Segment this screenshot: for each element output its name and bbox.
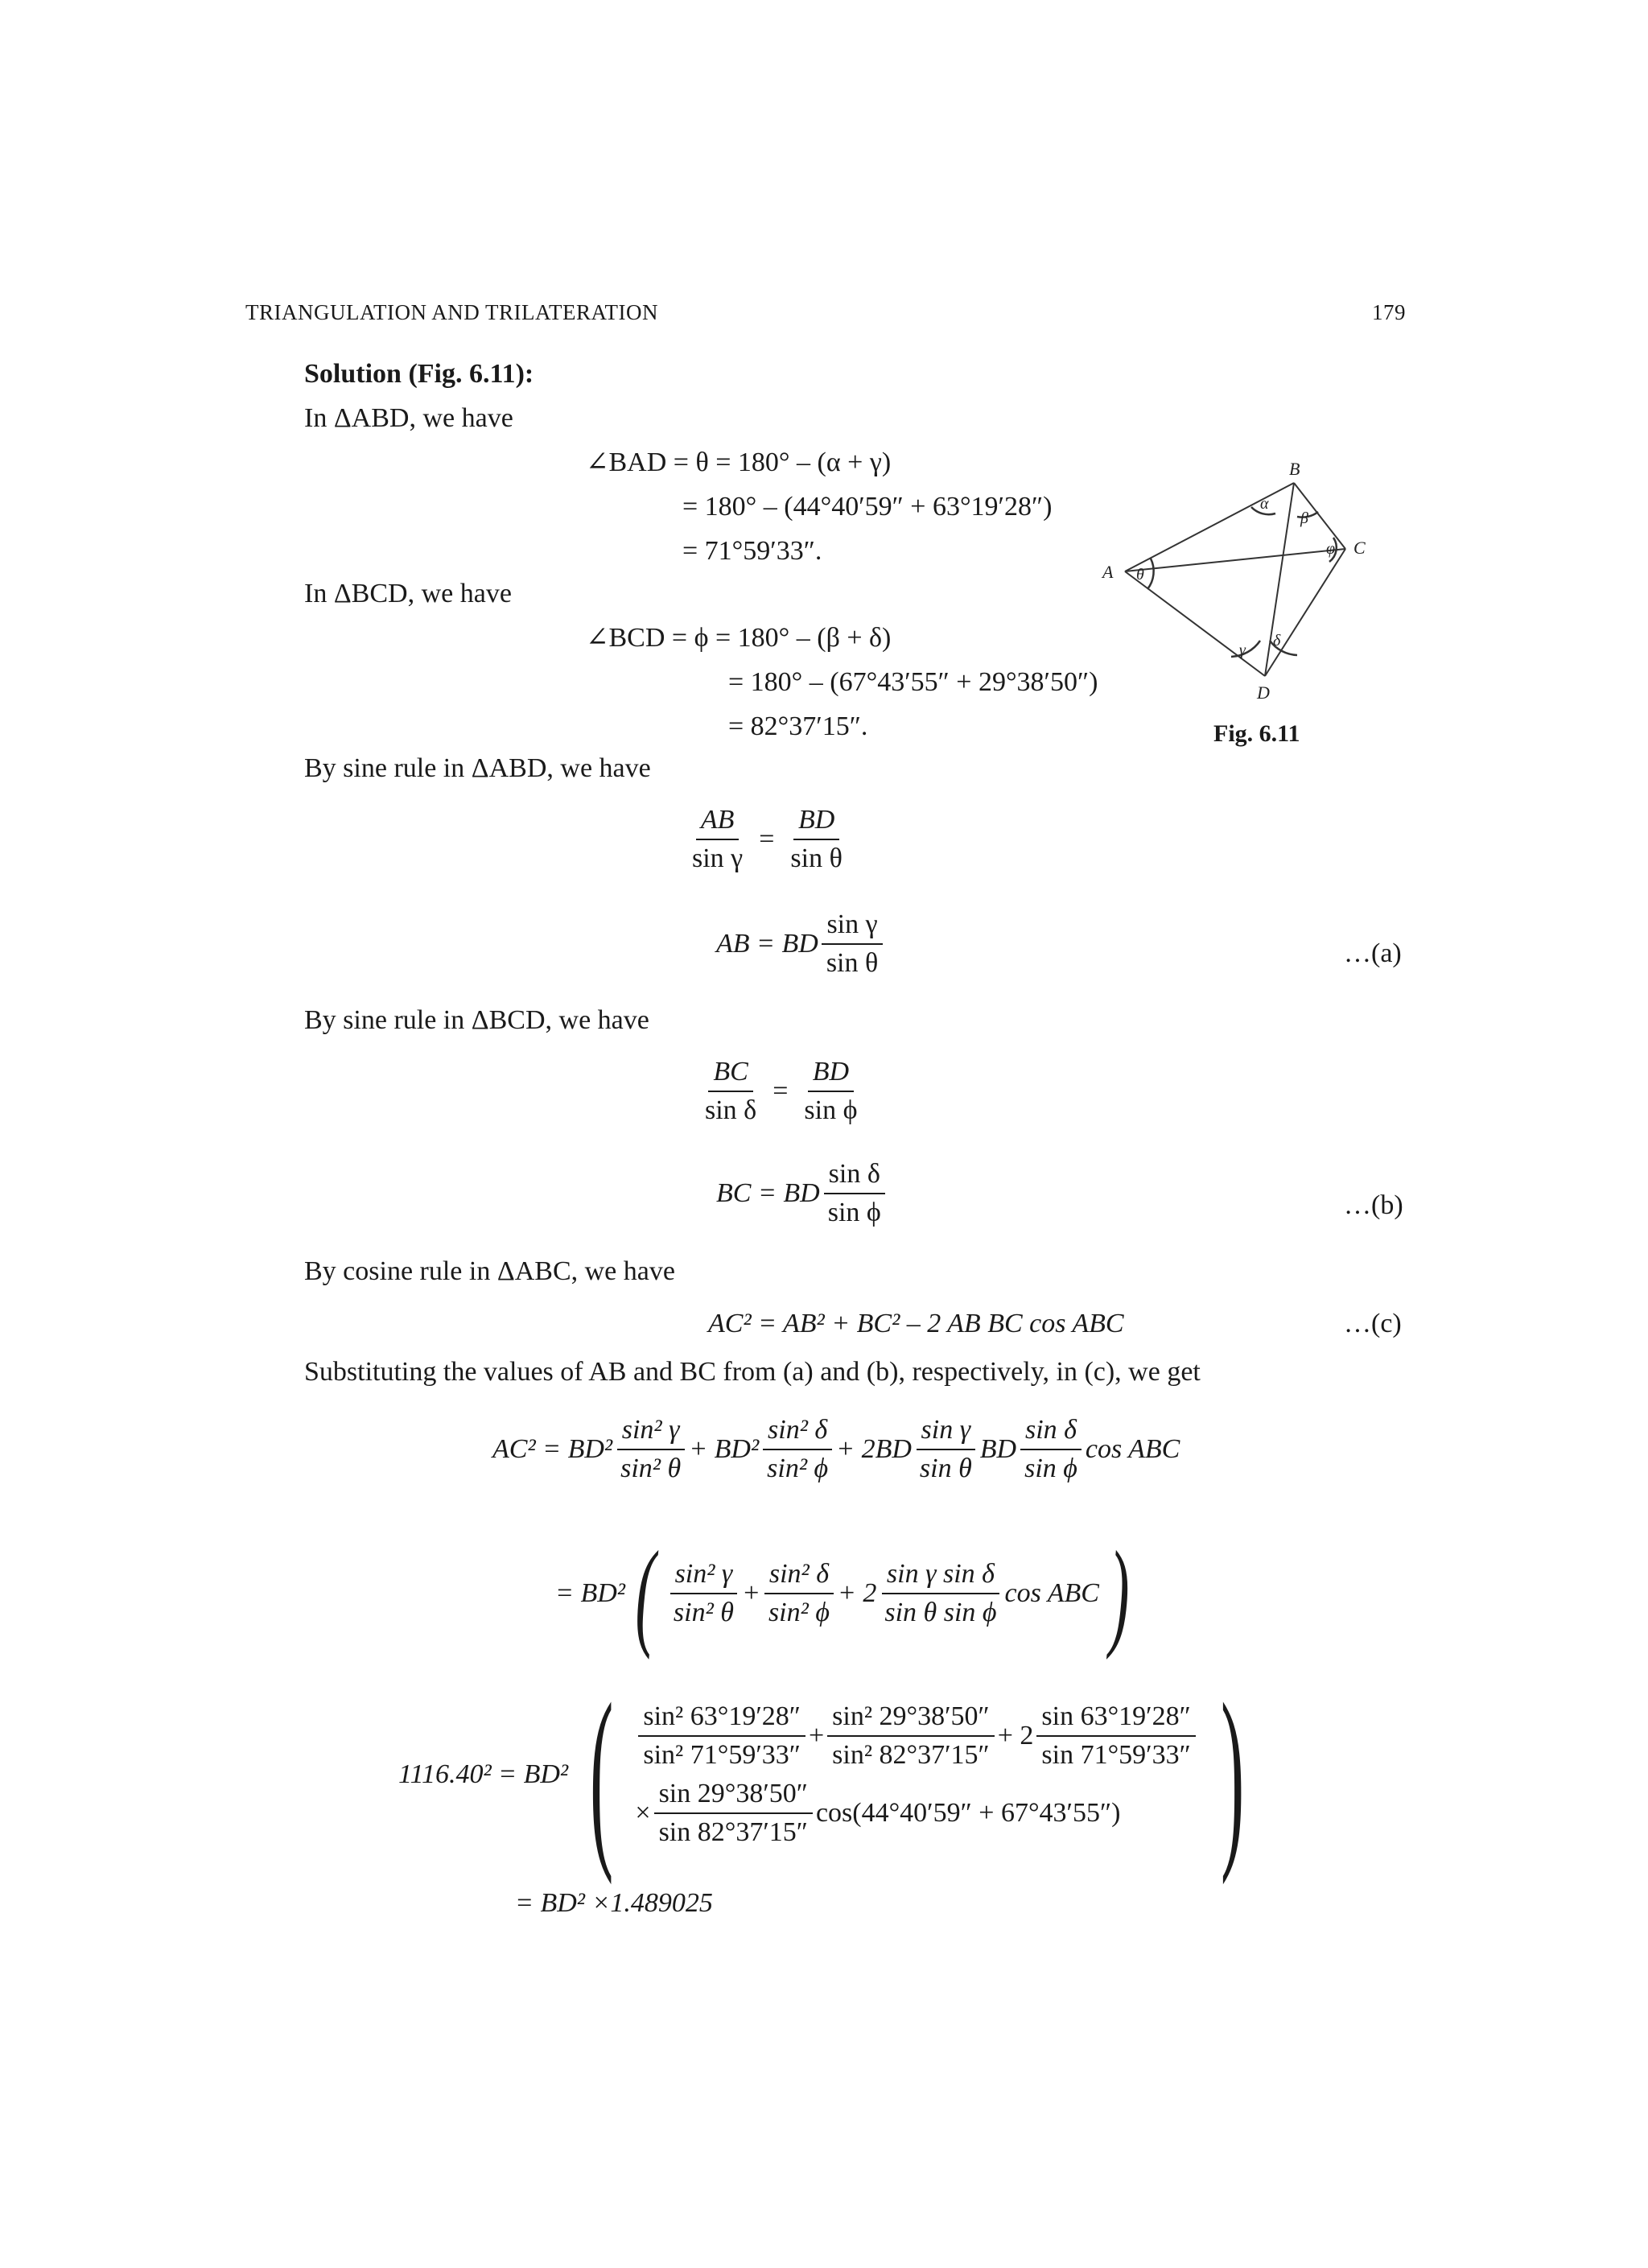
den: sin 82°37′15″ — [658, 1817, 808, 1847]
eq-sub1-plus2: + 2BD — [836, 1434, 912, 1464]
eq-sub2-plus2: + 2 — [837, 1578, 877, 1608]
frac-bd-sin-phi — [799, 1057, 862, 1126]
frac-sub1-t3 — [915, 1415, 977, 1484]
num-sin-delta: sin δ — [824, 1159, 885, 1194]
numeric-row-1 — [635, 1701, 1198, 1771]
num: sin γ sin δ — [882, 1559, 999, 1594]
sine-bcd-intro: By sine rule in ΔBCD, we have — [304, 1005, 649, 1035]
edge-cd — [1265, 549, 1345, 676]
close-paren: ) — [1220, 1663, 1244, 1886]
label-phi: φ — [1326, 540, 1336, 558]
frac-sub1-t4 — [1020, 1415, 1082, 1484]
den-sin-phi: sin ϕ — [804, 1095, 858, 1125]
angle-bcd-line3: = 82°37′15″. — [728, 711, 868, 741]
solution-title: Solution (Fig. 6.11): — [304, 359, 534, 389]
frac-bc-sin-delta — [700, 1057, 761, 1126]
frac-ab-sin-gamma — [687, 805, 748, 874]
num: sin γ — [917, 1415, 976, 1450]
running-header: TRIANGULATION AND TRILATERATION — [245, 300, 658, 324]
den-sin-theta: sin θ — [790, 843, 843, 873]
figure-6-11 — [1094, 459, 1368, 724]
eq-sub1-mid: BD — [979, 1434, 1017, 1464]
den: sin² θ — [620, 1454, 682, 1483]
frac-sub1-t2 — [762, 1415, 833, 1484]
abd-intro: In ΔABD, we have — [304, 403, 513, 433]
figure-caption: Fig. 6.11 — [1213, 720, 1300, 747]
eq-sub2 — [555, 1527, 1139, 1660]
num: sin² γ — [617, 1415, 685, 1450]
substitution-text: Substituting the values of AB and BC from (a) and (b), respectively, in (c), we get — [304, 1357, 1201, 1387]
label-beta: β — [1300, 509, 1308, 527]
eq-tag-b: …(b) — [1344, 1190, 1403, 1220]
numeric-row-2 — [635, 1779, 1198, 1848]
eq-numeric — [398, 1663, 1266, 1886]
sine-abd-intro: By sine rule in ΔABD, we have — [304, 753, 651, 783]
label-gamma: γ — [1239, 641, 1246, 659]
num-sin-gamma: sin γ — [822, 909, 882, 945]
frac-bd-sin-theta — [785, 805, 847, 874]
eq-result: = BD² ×1.489025 — [515, 1888, 713, 1918]
page-number: 179 — [1372, 300, 1406, 324]
eq-tag-c: …(c) — [1344, 1309, 1402, 1338]
angle-bad-line2: = 180° – (44°40′59″ + 63°19′28″) — [682, 492, 1053, 522]
close-paren: ) — [1109, 1527, 1130, 1660]
frac-num-f1 — [638, 1701, 805, 1771]
eq-numeric-plus2: + 2 — [997, 1721, 1034, 1750]
num: sin² 29°38′50″ — [827, 1701, 995, 1737]
eq-cosine: AC² = AB² + BC² – 2 AB BC cos ABC — [708, 1309, 1124, 1338]
frac-sub2-t2 — [764, 1559, 834, 1628]
eq-ab-solved — [716, 909, 886, 979]
eq-sub2-plus1: + — [742, 1578, 760, 1608]
eq-sub1-plus1: + BD² — [689, 1434, 760, 1464]
angle-bad-line3: = 71°59′33″. — [682, 536, 822, 566]
frac-sin-gamma-sin-theta — [822, 909, 883, 979]
num: sin² δ — [763, 1415, 832, 1450]
eq-numeric-times: × — [635, 1798, 651, 1828]
edge-ac — [1125, 549, 1345, 571]
frac-sub1-t1 — [616, 1415, 686, 1484]
eq-sub2-lhs: = BD² — [555, 1578, 625, 1608]
den: sin² 71°59′33″ — [643, 1740, 801, 1770]
num-bd: BD — [793, 805, 839, 840]
label-alpha: α — [1260, 495, 1269, 513]
frac-num-f2 — [827, 1701, 995, 1771]
label-b: B — [1289, 459, 1300, 479]
num: sin δ — [1020, 1415, 1082, 1450]
angle-bcd-line2: = 180° – (67°43′55″ + 29°38′50″) — [728, 667, 1098, 697]
eq-sub1 — [492, 1415, 1180, 1484]
open-paren: ( — [590, 1663, 614, 1886]
frac-sub2-t1 — [669, 1559, 739, 1628]
num-bd: BD — [808, 1057, 854, 1092]
num: sin² γ — [670, 1559, 738, 1594]
num-bc: BC — [708, 1057, 752, 1092]
den: sin ϕ — [1024, 1454, 1077, 1483]
eq-sine-bcd — [697, 1057, 865, 1126]
frac-sin-delta-sin-phi — [823, 1159, 886, 1228]
den: sin θ — [919, 1454, 972, 1483]
den: sin² θ — [673, 1598, 734, 1627]
label-theta: θ — [1136, 566, 1144, 583]
num: sin² 63°19′28″ — [638, 1701, 805, 1737]
eq-sine-abd — [684, 805, 851, 874]
num: sin² δ — [764, 1559, 834, 1594]
den-sin-phi-2: sin ϕ — [827, 1198, 881, 1227]
eq-bc-lhs: BC = BD — [716, 1178, 820, 1208]
label-delta: δ — [1273, 632, 1281, 649]
eq-ab-lhs: AB = BD — [716, 929, 818, 959]
num: sin 63°19′28″ — [1036, 1701, 1195, 1737]
edge-da — [1125, 571, 1265, 676]
den: sin² ϕ — [768, 1598, 830, 1627]
eq-bc-solved — [716, 1159, 889, 1228]
numeric-body — [635, 1701, 1198, 1848]
num: sin 29°38′50″ — [654, 1779, 813, 1814]
den-sin-delta: sin δ — [705, 1095, 757, 1125]
frac-num-f4 — [654, 1779, 813, 1848]
den-sin-gamma: sin γ — [692, 843, 744, 873]
angle-bad-line1: ∠BAD = θ = 180° – (α + γ) — [586, 447, 892, 477]
den: sin² ϕ — [767, 1454, 829, 1483]
bcd-intro: In ΔBCD, we have — [304, 579, 512, 608]
frac-num-f3 — [1036, 1701, 1195, 1771]
den: sin θ sin ϕ — [884, 1598, 997, 1627]
den: sin² 82°37′15″ — [832, 1740, 990, 1770]
num-ab: AB — [696, 805, 740, 840]
equals-sign: = — [772, 1076, 789, 1106]
label-c: C — [1353, 538, 1366, 558]
edge-ab — [1125, 483, 1294, 571]
frac-sub2-t3 — [880, 1559, 1001, 1628]
eq-sub1-tail: cos ABC — [1085, 1434, 1180, 1464]
den-sin-theta-2: sin θ — [826, 948, 879, 978]
eq-sub1-lhs: AC² = BD² — [492, 1434, 613, 1464]
cosine-intro: By cosine rule in ΔABC, we have — [304, 1256, 675, 1286]
eq-tag-a: …(a) — [1344, 938, 1402, 968]
label-a: A — [1102, 562, 1114, 582]
eq-numeric-cos: cos(44°40′59″ + 67°43′55″) — [815, 1798, 1121, 1828]
angle-bcd-line1: ∠BCD = ϕ = 180° – (β + δ) — [586, 623, 892, 653]
eq-sub2-tail: cos ABC — [1004, 1578, 1099, 1608]
eq-numeric-plus1: + — [808, 1721, 825, 1750]
den: sin 71°59′33″ — [1041, 1740, 1191, 1770]
equals-sign: = — [759, 824, 775, 854]
label-d: D — [1257, 682, 1270, 703]
eq-numeric-lhs: 1116.40² = BD² — [398, 1759, 569, 1789]
open-paren: ( — [635, 1527, 656, 1660]
